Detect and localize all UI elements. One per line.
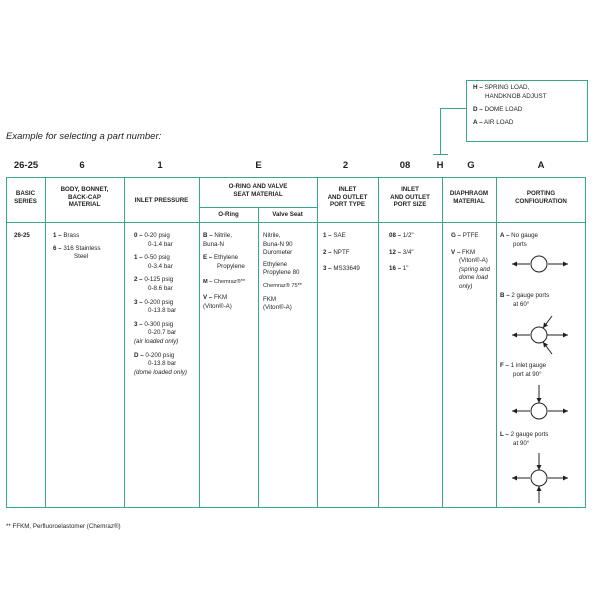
list-item: 08 – 1/2"	[389, 232, 414, 239]
list-item: 6 – 316 Stainless	[53, 244, 101, 252]
list-item: D – 0-200 psig	[134, 351, 175, 359]
list-item-cont: Propylene	[217, 262, 245, 270]
two-gauge-ports-90-icon	[510, 452, 574, 504]
code-port-size: 08	[399, 160, 411, 171]
list-item-cont: 0-1.4 bar	[148, 240, 173, 248]
oring-seat-divider	[258, 207, 259, 508]
code-port-type: 2	[342, 160, 349, 171]
pressure-list	[134, 232, 187, 377]
one-inlet-gauge-port-90-icon	[510, 384, 574, 424]
option-dome-load: D – DOME LOAD	[473, 106, 523, 113]
header-port-type: INLET AND OUTLET PORT TYPE	[327, 186, 368, 208]
header-divider	[6, 222, 586, 223]
header-port-size: INLET AND OUTLET PORT SIZE	[390, 186, 430, 208]
list-item: 12 – 3/4"	[389, 248, 414, 256]
list-item: 2 – 0-125 psig	[134, 276, 174, 284]
list-item-cont: (Viton®-A)	[263, 304, 292, 312]
list-item-cont: Buna-N	[203, 240, 224, 248]
list-item: Chemraz® 75**	[263, 282, 302, 289]
port-size-list	[389, 232, 414, 274]
header-valve-seat: Valve Seat	[272, 211, 303, 218]
col-divider	[378, 177, 379, 508]
config-f: F – 1 inlet gauge port at 90°	[500, 362, 547, 378]
col-divider	[442, 177, 443, 508]
example-title: Example for selecting a part number:	[6, 131, 162, 142]
header-oring: O-Ring	[218, 211, 239, 218]
list-item-note: (dome loaded only)	[134, 368, 187, 376]
code-series: 26-25	[13, 160, 39, 171]
col-divider	[496, 177, 497, 508]
list-item: B – Nitrile,	[203, 232, 232, 239]
col-divider	[45, 177, 46, 508]
list-item: 2 – NPTF	[323, 248, 350, 256]
series-value: 26-25	[14, 232, 30, 239]
code-oring: E	[255, 160, 262, 171]
list-item-cont: 0-13.8 bar	[148, 307, 177, 315]
header-inlet-pressure: INLET PRESSURE	[134, 197, 189, 204]
list-item: V – FKM	[451, 248, 476, 256]
list-item-cont: (Viton®-A)	[459, 257, 488, 265]
code-adjust: H	[436, 160, 444, 171]
config-l: L – 2 gauge ports at 90°	[500, 431, 549, 447]
config-a: A – No gauge ports	[500, 232, 538, 248]
header-diaphragm: DIAPHRAGM MATERIAL	[449, 190, 489, 205]
option-air-load: A – AIR LOAD	[473, 119, 514, 126]
config-b: B – 2 gauge ports at 60°	[500, 292, 550, 308]
oring-sub-divider	[199, 207, 317, 208]
code-body: 6	[79, 160, 85, 171]
header-porting-config: PORTING CONFIGURATION	[515, 190, 567, 205]
list-item: 1 – SAE	[323, 232, 346, 239]
list-item-cont: 0-13.8 bar	[148, 360, 177, 368]
list-item: G – PTFE	[451, 232, 479, 239]
list-item-note: only)	[459, 282, 473, 290]
list-item: 1 – Brass	[53, 232, 80, 239]
list-item-cont: Durometer	[263, 249, 293, 257]
list-item-cont: 0-3.4 bar	[148, 262, 173, 270]
list-item: FKM	[263, 295, 277, 303]
col-divider	[199, 177, 200, 508]
list-item-note: (spring and	[459, 265, 490, 273]
list-item-cont: Propylene 80	[263, 269, 300, 277]
list-item: 16 – 1"	[389, 265, 409, 273]
option-handknob: HANDKNOB ADJUST	[485, 93, 547, 100]
list-item-note: (air loaded only)	[134, 337, 179, 345]
code-pressure: 1	[157, 160, 163, 171]
col-divider	[124, 177, 125, 508]
seat-list	[263, 232, 302, 313]
selection-table	[6, 177, 586, 508]
list-item-note: dome load	[459, 274, 488, 282]
list-item: E – Ethylene	[203, 254, 239, 262]
list-item-cont: (Viton®-A)	[203, 302, 232, 310]
two-gauge-ports-60-icon	[510, 313, 574, 357]
list-item: 3 – 0-300 psig	[134, 320, 174, 328]
header-oring-seat: O-RING AND VALVE SEAT MATERIAL	[228, 183, 288, 198]
header-basic-series: BASIC SERIES	[14, 190, 37, 205]
list-item: 1 – 0-50 psig	[134, 254, 170, 262]
list-item-cont: 0-20.7 bar	[148, 329, 177, 337]
port-type-list	[323, 232, 360, 274]
list-item: 3 – 0-200 psig	[134, 298, 174, 306]
col-divider	[317, 177, 318, 508]
list-item: Nitrile,	[263, 232, 281, 239]
no-gauge-ports-icon	[510, 254, 574, 274]
diaphragm-list	[451, 232, 490, 292]
list-item-cont: Steel	[74, 253, 89, 261]
code-diaphragm: G	[467, 160, 475, 171]
code-config: A	[537, 160, 545, 171]
list-item: 0 – 0-20 psig	[134, 232, 170, 239]
list-item: V – FKM	[203, 293, 228, 301]
header-body-material: BODY, BONNET, BACK-CAP MATERIAL	[60, 186, 109, 208]
list-item: M – Chemraz®**	[203, 279, 246, 286]
list-item: Ethylene	[263, 260, 288, 268]
list-item-cont: 0-8.6 bar	[148, 284, 173, 292]
adjustment-options-box	[466, 80, 588, 142]
oring-list	[203, 232, 245, 311]
list-item-cont: Buna-N 90	[263, 240, 293, 248]
connector-lines	[430, 108, 470, 158]
list-item: 3 – MS33649	[323, 265, 360, 273]
option-spring-load: H – SPRING LOAD,	[473, 84, 530, 91]
body-list	[53, 232, 101, 262]
footnote: ** FFKM, Perfluoroelastomer (Chemraz®)	[6, 523, 121, 530]
